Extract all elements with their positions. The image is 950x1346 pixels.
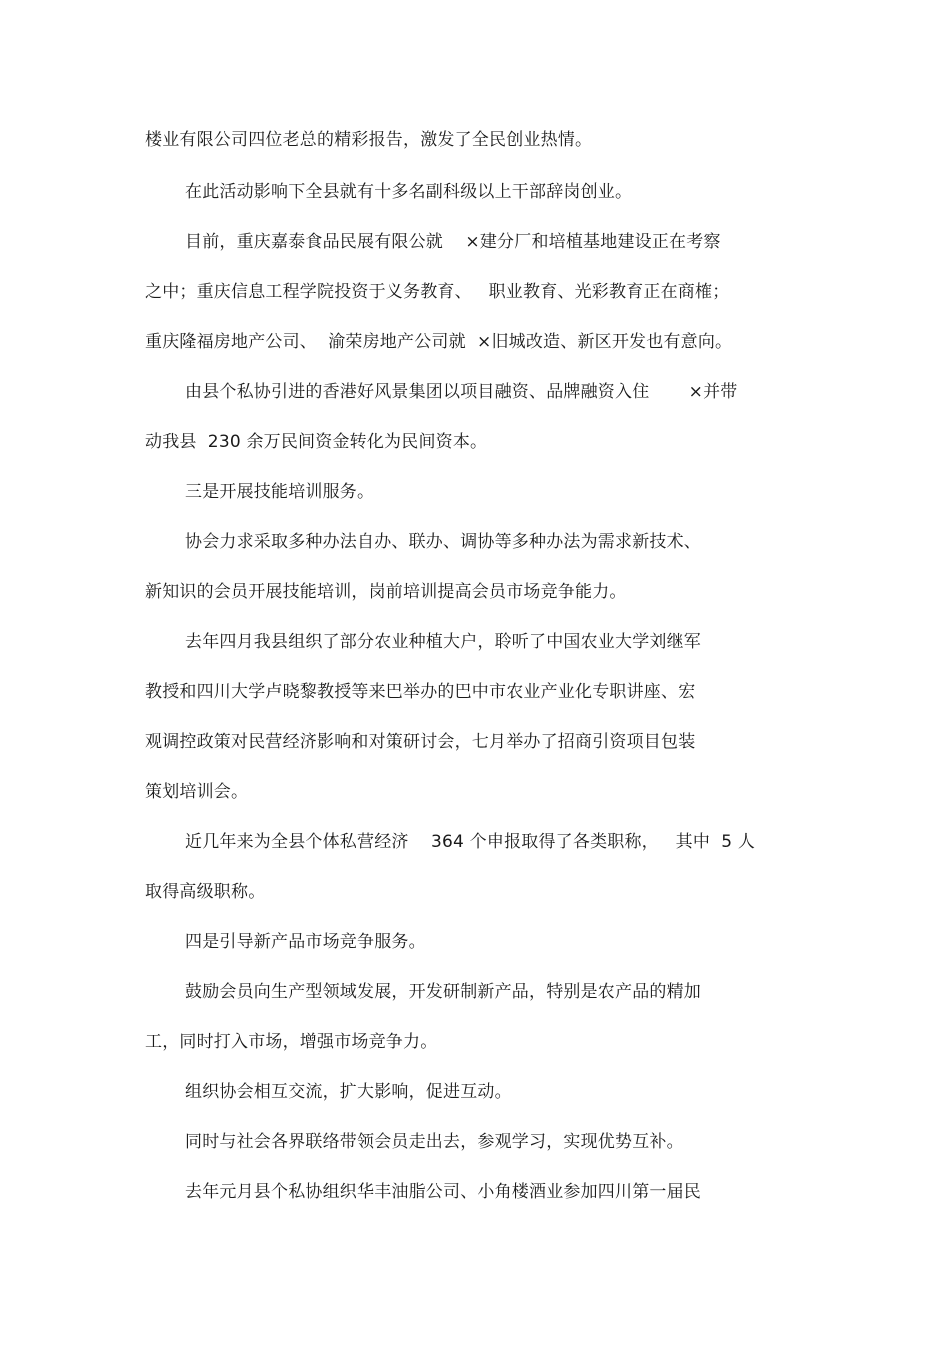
text-line: 去年四月我县组织了部分农业种植大户，聆听了中国农业大学刘继军 xyxy=(185,632,701,652)
text-line: 近几年来为全县个体私营经济 364 个申报取得了各类职称， 其中 5 人 xyxy=(185,832,756,852)
section-heading: 四是引导新产品市场竞争服务。 xyxy=(185,932,426,952)
text-line: 目前，重庆嘉泰食品民展有限公就 ×建分厂和培植基地建设正在考察 xyxy=(185,232,721,252)
text-line: 同时与社会各界联络带领会员走出去，参观学习，实现优势互补。 xyxy=(185,1132,684,1152)
text-line: 取得高级职称。 xyxy=(145,882,266,902)
text-line: 策划培训会。 xyxy=(145,782,249,802)
text-line: 动我县 230 余万民间资金转化为民间资本。 xyxy=(145,432,488,452)
text-line: 新知识的会员开展技能培训，岗前培训提高会员市场竞争能力。 xyxy=(145,582,627,602)
text-line: 楼业有限公司四位老总的精彩报告，激发了全民创业热情。 xyxy=(145,130,593,150)
text-line: 去年元月县个私协组织华丰油脂公司、小角楼酒业参加四川第一届民 xyxy=(185,1182,701,1202)
text-line: 工，同时打入市场，增强市场竞争力。 xyxy=(145,1032,438,1052)
text-line: 鼓励会员向生产型领域发展，开发研制新产品，特别是农产品的精加 xyxy=(185,982,701,1002)
text-line: 协会力求采取多种办法自办、联办、调协等多种办法为需求新技术、 xyxy=(185,532,701,552)
section-heading: 三是开展技能培训服务。 xyxy=(185,482,375,502)
text-line: 教授和四川大学卢晓黎教授等来巴举办的巴中市农业产业化专职讲座、宏 xyxy=(145,682,696,702)
text-line: 在此活动影响下全县就有十多名副科级以上干部辞岗创业。 xyxy=(185,182,633,202)
text-line: 重庆隆福房地产公司、 渝荣房地产公司就 ×旧城改造、新区开发也有意向。 xyxy=(145,332,733,352)
text-line: 观调控政策对民营经济影响和对策研讨会，七月举办了招商引资项目包装 xyxy=(145,732,696,752)
text-line: 组织协会相互交流，扩大影响，促进互动。 xyxy=(185,1082,512,1102)
text-line: 之中；重庆信息工程学院投资于义务教育、 职业教育、光彩教育正在商榷； xyxy=(145,282,730,302)
text-line: 由县个私协引进的香港好风景集团以项目融资、品牌融资入住 ×并带 xyxy=(185,382,738,402)
